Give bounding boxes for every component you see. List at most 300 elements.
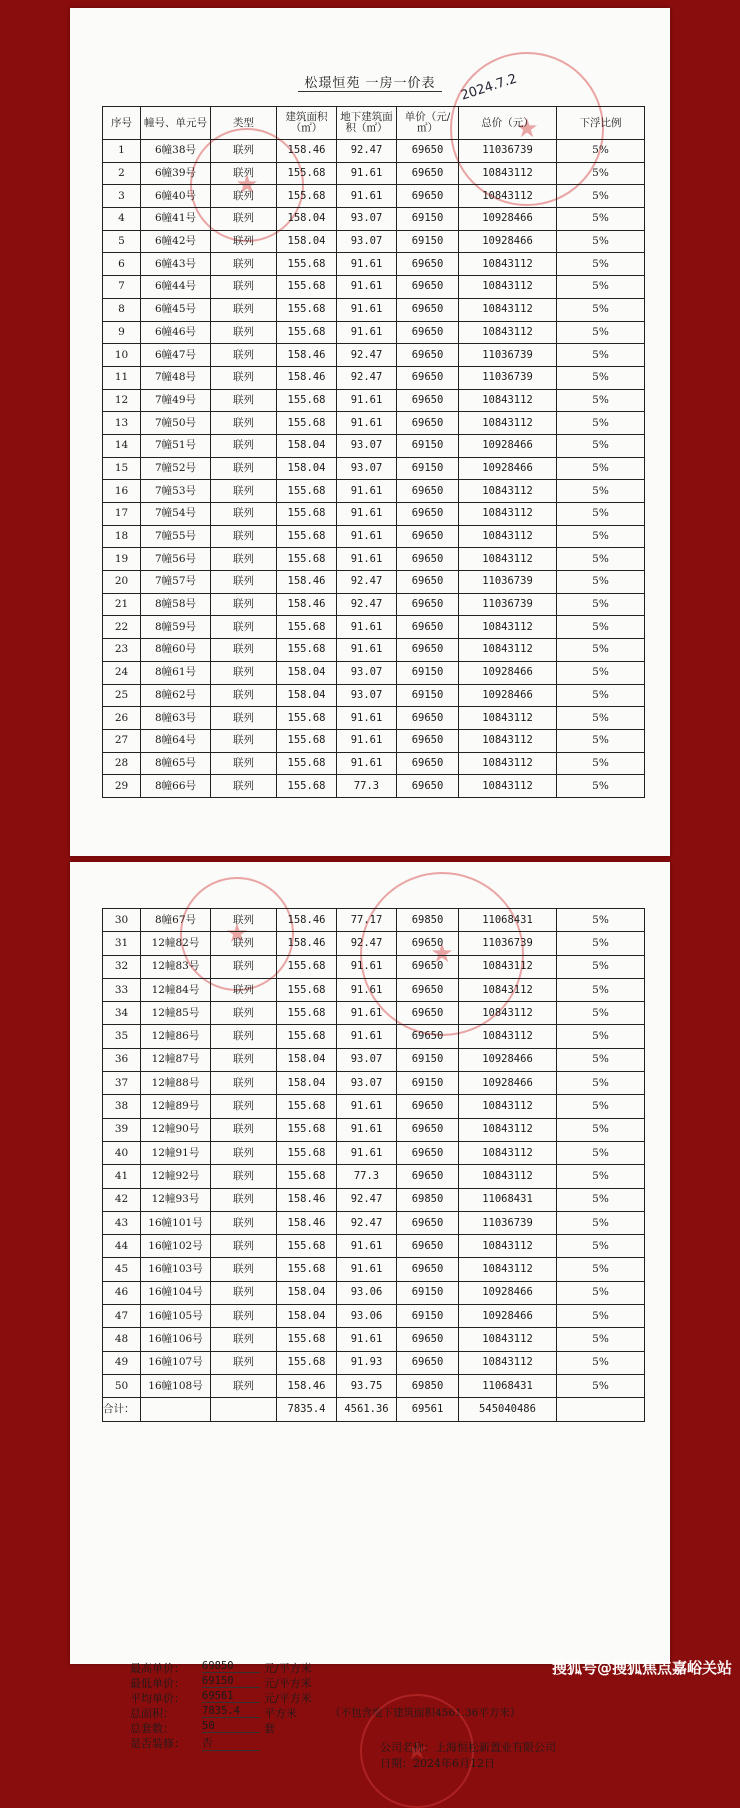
- table-cell: 92.47: [337, 571, 397, 594]
- table-cell: 12: [103, 389, 141, 412]
- table-cell: 155.68: [277, 253, 337, 276]
- table-cell: 93.06: [337, 1305, 397, 1328]
- header-cell: 序号: [103, 107, 141, 140]
- table-cell: 45: [103, 1258, 141, 1281]
- table-cell: 40: [103, 1141, 141, 1164]
- table-cell: 91.61: [337, 548, 397, 571]
- table-cell: 5%: [557, 276, 645, 299]
- table-cell: 联列: [211, 932, 277, 955]
- header-cell: 建筑面积（㎡）: [277, 107, 337, 140]
- table-cell: 49: [103, 1351, 141, 1374]
- table-cell: 91.61: [337, 978, 397, 1001]
- table-cell: 1: [103, 140, 141, 163]
- table-cell: 7幢55号: [141, 525, 211, 548]
- table-cell: 69650: [397, 1141, 459, 1164]
- summary-unit: 平方米: [264, 1707, 297, 1720]
- table-cell: 155.68: [277, 1258, 337, 1281]
- table-cell: 158.46: [277, 1211, 337, 1234]
- table-cell: 8幢61号: [141, 661, 211, 684]
- table-cell: 69650: [397, 1025, 459, 1048]
- table-cell: 6幢44号: [141, 276, 211, 299]
- table-cell: 69850: [397, 1188, 459, 1211]
- table-cell: 7幢50号: [141, 412, 211, 435]
- table-cell: 10843112: [459, 185, 557, 208]
- table-cell: 7幢48号: [141, 366, 211, 389]
- table-cell: 联列: [211, 140, 277, 163]
- table-cell: 联列: [211, 639, 277, 662]
- table-cell: 10843112: [459, 1351, 557, 1374]
- table-cell: [557, 1398, 645, 1421]
- table-cell: 8幢58号: [141, 593, 211, 616]
- table-cell: 联列: [211, 1095, 277, 1118]
- table-cell: 33: [103, 978, 141, 1001]
- table-cell: 91.61: [337, 1025, 397, 1048]
- table-cell: 5%: [557, 593, 645, 616]
- table-cell: 5%: [557, 661, 645, 684]
- table-cell: 158.46: [277, 366, 337, 389]
- table-cell: 155.68: [277, 707, 337, 730]
- table-cell: 91.61: [337, 321, 397, 344]
- table-row: [103, 1165, 645, 1188]
- table-cell: 5%: [557, 1165, 645, 1188]
- table-cell: 69650: [397, 729, 459, 752]
- table-cell: 158.04: [277, 1281, 337, 1304]
- table-cell: 69650: [397, 344, 459, 367]
- table-cell: 158.04: [277, 1072, 337, 1095]
- table-cell: 5%: [557, 253, 645, 276]
- table-cell: 2: [103, 162, 141, 185]
- table-cell: 联列: [211, 978, 277, 1001]
- table-cell: 联列: [211, 162, 277, 185]
- table-cell: 91.61: [337, 1118, 397, 1141]
- table-cell: 6幢39号: [141, 162, 211, 185]
- table-cell: 10843112: [459, 389, 557, 412]
- table-cell: 10843112: [459, 639, 557, 662]
- table-row: [103, 616, 645, 639]
- table-cell: 5%: [557, 1188, 645, 1211]
- table-cell: 69650: [397, 1351, 459, 1374]
- table-cell: 69850: [397, 909, 459, 932]
- table-cell: 12幢83号: [141, 955, 211, 978]
- table-cell: 43: [103, 1211, 141, 1234]
- table-cell: 17: [103, 503, 141, 526]
- table-cell: 联列: [211, 752, 277, 775]
- table-row: [103, 185, 645, 208]
- table-cell: 11068431: [459, 1374, 557, 1397]
- table-cell: 155.68: [277, 616, 337, 639]
- table-cell: 93.06: [337, 1281, 397, 1304]
- table-cell: 69650: [397, 1211, 459, 1234]
- table-row: [103, 752, 645, 775]
- summary-label: 总面积：: [130, 1707, 174, 1720]
- summary-unit: 元/平方米: [264, 1662, 312, 1675]
- table-cell: 联列: [211, 366, 277, 389]
- table-cell: 92.47: [337, 140, 397, 163]
- table-cell: 50: [103, 1374, 141, 1397]
- header-cell: 类型: [211, 107, 277, 140]
- table-cell: 联列: [211, 955, 277, 978]
- table-cell: 13: [103, 412, 141, 435]
- table-cell: 69650: [397, 955, 459, 978]
- table-cell: 158.04: [277, 1048, 337, 1071]
- table-cell: 5%: [557, 457, 645, 480]
- table-cell: 5%: [557, 162, 645, 185]
- table-cell: 91.61: [337, 1141, 397, 1164]
- table-cell: 联列: [211, 480, 277, 503]
- table-cell: 92.47: [337, 344, 397, 367]
- table-cell: 5%: [557, 1328, 645, 1351]
- table-cell: 7: [103, 276, 141, 299]
- table-cell: 联列: [211, 457, 277, 480]
- table-cell: 10928466: [459, 1281, 557, 1304]
- table-cell: 158.04: [277, 684, 337, 707]
- table-cell: 69650: [397, 548, 459, 571]
- table-cell: 5%: [557, 978, 645, 1001]
- table-row: [103, 457, 645, 480]
- table-cell: 77.3: [337, 1165, 397, 1188]
- table-cell: 5%: [557, 909, 645, 932]
- table-cell: 19: [103, 548, 141, 571]
- price-table-page-1: [102, 106, 645, 798]
- table-cell: 联列: [211, 321, 277, 344]
- summary-row: [130, 1675, 610, 1690]
- table-cell: 6幢47号: [141, 344, 211, 367]
- table-cell: 16幢101号: [141, 1211, 211, 1234]
- table-cell: 11036739: [459, 593, 557, 616]
- table-cell: 5%: [557, 729, 645, 752]
- table-row: [103, 1374, 645, 1397]
- table-cell: 5%: [557, 1025, 645, 1048]
- table-cell: 12幢92号: [141, 1165, 211, 1188]
- table-cell: 47: [103, 1305, 141, 1328]
- table-cell: 联列: [211, 344, 277, 367]
- table-row: [103, 593, 645, 616]
- table-cell: 69650: [397, 389, 459, 412]
- table-cell: 16幢104号: [141, 1281, 211, 1304]
- table-cell: 91.61: [337, 616, 397, 639]
- table-cell: 6幢45号: [141, 298, 211, 321]
- summary-row: [130, 1720, 610, 1735]
- table-cell: 91.61: [337, 162, 397, 185]
- table-cell: 16幢107号: [141, 1351, 211, 1374]
- table-cell: 12幢93号: [141, 1188, 211, 1211]
- table-cell: 25: [103, 684, 141, 707]
- table-cell: 联列: [211, 775, 277, 798]
- table-cell: 5%: [557, 140, 645, 163]
- table-cell: 69650: [397, 775, 459, 798]
- table-cell: 联列: [211, 1281, 277, 1304]
- table-cell: 3: [103, 185, 141, 208]
- table-cell: 155.68: [277, 1025, 337, 1048]
- summary-value: 50: [202, 1720, 260, 1733]
- table-cell: 10843112: [459, 729, 557, 752]
- table-cell: 12幢82号: [141, 932, 211, 955]
- table-cell: 69150: [397, 1072, 459, 1095]
- table-row: [103, 1328, 645, 1351]
- table-cell: 11: [103, 366, 141, 389]
- summary-label: 总套数：: [130, 1722, 174, 1735]
- table-cell: 联列: [211, 230, 277, 253]
- table-cell: 5%: [557, 344, 645, 367]
- table-cell: 31: [103, 932, 141, 955]
- table-cell: 155.68: [277, 412, 337, 435]
- table-cell: 11036739: [459, 571, 557, 594]
- table-cell: 155.68: [277, 503, 337, 526]
- table-cell: 44: [103, 1235, 141, 1258]
- table-cell: 69150: [397, 230, 459, 253]
- table-cell: 9: [103, 321, 141, 344]
- table-cell: 联列: [211, 1235, 277, 1258]
- table-cell: 7幢49号: [141, 389, 211, 412]
- table-cell: 10928466: [459, 1048, 557, 1071]
- table-cell: 10843112: [459, 1235, 557, 1258]
- table-row: [103, 571, 645, 594]
- table-cell: 5%: [557, 1258, 645, 1281]
- table-row: [103, 1188, 645, 1211]
- table-cell: 28: [103, 752, 141, 775]
- table-row: [103, 344, 645, 367]
- table-row: [103, 389, 645, 412]
- table-cell: 联列: [211, 1165, 277, 1188]
- table-cell: 8幢66号: [141, 775, 211, 798]
- table-cell: 69650: [397, 1118, 459, 1141]
- table-cell: 91.61: [337, 412, 397, 435]
- handwritten-date: 2024.7.2: [459, 71, 519, 104]
- table-cell: 155.68: [277, 185, 337, 208]
- table-cell: 联列: [211, 1048, 277, 1071]
- table-cell: 158.04: [277, 1305, 337, 1328]
- table-cell: 7幢54号: [141, 503, 211, 526]
- table-cell: 10843112: [459, 775, 557, 798]
- table-cell: 8幢60号: [141, 639, 211, 662]
- table-cell: 92.47: [337, 593, 397, 616]
- table-cell: 155.68: [277, 639, 337, 662]
- table-cell: 91.93: [337, 1351, 397, 1374]
- table-cell: 10843112: [459, 298, 557, 321]
- table-cell: 8幢67号: [141, 909, 211, 932]
- table-cell: 5%: [557, 389, 645, 412]
- table-cell: 5%: [557, 434, 645, 457]
- table-cell: 69650: [397, 978, 459, 1001]
- issue-date: 日期：2024年6月12日: [380, 1757, 495, 1770]
- table-cell: 5: [103, 230, 141, 253]
- company-name: 公司名称：上海恒松新置业有限公司: [380, 1741, 556, 1754]
- table-cell: 158.46: [277, 344, 337, 367]
- table-row: [103, 503, 645, 526]
- table-cell: 4561.36: [337, 1398, 397, 1421]
- table-cell: 93.07: [337, 434, 397, 457]
- table-cell: 12幢87号: [141, 1048, 211, 1071]
- table-row: [103, 1118, 645, 1141]
- table-cell: 8: [103, 298, 141, 321]
- table-cell: 155.68: [277, 1235, 337, 1258]
- table-cell: 158.46: [277, 593, 337, 616]
- table-cell: 39: [103, 1118, 141, 1141]
- table-cell: 91.61: [337, 729, 397, 752]
- table-cell: 158.46: [277, 140, 337, 163]
- table-cell: 69150: [397, 661, 459, 684]
- header-cell: 总价（元）: [459, 107, 557, 140]
- table-row: [103, 684, 645, 707]
- table-cell: 联列: [211, 1188, 277, 1211]
- table-cell: 93.07: [337, 1072, 397, 1095]
- table-cell: 10843112: [459, 1258, 557, 1281]
- table-cell: 11036739: [459, 140, 557, 163]
- table-cell: 155.68: [277, 276, 337, 299]
- table-cell: 37: [103, 1072, 141, 1095]
- table-row: [103, 978, 645, 1001]
- table-cell: 11068431: [459, 909, 557, 932]
- table-row: [103, 1025, 645, 1048]
- table-cell: 29: [103, 775, 141, 798]
- table-cell: 10928466: [459, 661, 557, 684]
- table-row: [103, 412, 645, 435]
- table-cell: 6幢46号: [141, 321, 211, 344]
- table-cell: 联列: [211, 548, 277, 571]
- table-row: [103, 366, 645, 389]
- table-cell: 10843112: [459, 1095, 557, 1118]
- table-row: [103, 162, 645, 185]
- table-row: [103, 909, 645, 932]
- table-cell: 155.68: [277, 775, 337, 798]
- table-cell: 5%: [557, 684, 645, 707]
- table-cell: 4: [103, 208, 141, 231]
- table-cell: 155.68: [277, 1002, 337, 1025]
- table-cell: 10928466: [459, 230, 557, 253]
- table-cell: 91.61: [337, 276, 397, 299]
- table-row: [103, 955, 645, 978]
- table-cell: 155.68: [277, 1328, 337, 1351]
- table-cell: 联列: [211, 412, 277, 435]
- table-cell: 69650: [397, 366, 459, 389]
- table-row: [103, 1351, 645, 1374]
- table-cell: 158.04: [277, 661, 337, 684]
- table-row: [103, 1141, 645, 1164]
- table-cell: 69150: [397, 1281, 459, 1304]
- table-row: [103, 1258, 645, 1281]
- table-cell: 18: [103, 525, 141, 548]
- table-cell: 158.46: [277, 1188, 337, 1211]
- summary-label: 最高单价：: [130, 1662, 185, 1675]
- table-cell: 69650: [397, 639, 459, 662]
- table-cell: 155.68: [277, 389, 337, 412]
- table-cell: 92.47: [337, 366, 397, 389]
- table-cell: 155.68: [277, 162, 337, 185]
- table-cell: 24: [103, 661, 141, 684]
- table-cell: 22: [103, 616, 141, 639]
- table-cell: 10843112: [459, 752, 557, 775]
- table-cell: 12幢86号: [141, 1025, 211, 1048]
- table-cell: 10843112: [459, 1165, 557, 1188]
- table-cell: 77.3: [337, 775, 397, 798]
- table-cell: 91.61: [337, 955, 397, 978]
- table-cell: 69650: [397, 298, 459, 321]
- table-cell: 92.47: [337, 1188, 397, 1211]
- table-cell: 5%: [557, 1351, 645, 1374]
- table-cell: 16幢102号: [141, 1235, 211, 1258]
- table-cell: 10928466: [459, 457, 557, 480]
- table-cell: 5%: [557, 707, 645, 730]
- table-cell: 69650: [397, 1095, 459, 1118]
- table-cell: 155.68: [277, 978, 337, 1001]
- table-cell: 91.61: [337, 1258, 397, 1281]
- summary-unit: 元/平方米: [264, 1677, 312, 1690]
- table-row: [103, 1002, 645, 1025]
- table-cell: 32: [103, 955, 141, 978]
- table-row: [103, 1211, 645, 1234]
- table-row: [103, 525, 645, 548]
- table-cell: 5%: [557, 412, 645, 435]
- table-cell: 93.07: [337, 661, 397, 684]
- table-row: [103, 1048, 645, 1071]
- table-cell: 8幢62号: [141, 684, 211, 707]
- table-cell: 8幢64号: [141, 729, 211, 752]
- table-cell: 5%: [557, 616, 645, 639]
- table-cell: 10843112: [459, 1141, 557, 1164]
- table-cell: 联列: [211, 298, 277, 321]
- table-cell: 联列: [211, 616, 277, 639]
- table-row: [103, 321, 645, 344]
- table-row: [103, 775, 645, 798]
- sheet-title: 松璟恒苑 一房一价表: [70, 72, 670, 91]
- table-cell: 10843112: [459, 276, 557, 299]
- table-cell: 10843112: [459, 1002, 557, 1025]
- table-cell: 5%: [557, 1235, 645, 1258]
- table-cell: 10928466: [459, 684, 557, 707]
- table-cell: 10: [103, 344, 141, 367]
- table-cell: 5%: [557, 503, 645, 526]
- table-cell: 联列: [211, 1258, 277, 1281]
- table-cell: 8幢59号: [141, 616, 211, 639]
- table-cell: 91.61: [337, 525, 397, 548]
- table-cell: 11068431: [459, 1188, 557, 1211]
- table-cell: 5%: [557, 321, 645, 344]
- table-cell: 联列: [211, 1305, 277, 1328]
- table-cell: 36: [103, 1048, 141, 1071]
- table-cell: 联列: [211, 185, 277, 208]
- table-header-row: [103, 107, 645, 140]
- table-cell: 5%: [557, 1374, 645, 1397]
- table-cell: 155.68: [277, 752, 337, 775]
- table-cell: 158.04: [277, 208, 337, 231]
- table-cell: 16: [103, 480, 141, 503]
- table-cell: 93.07: [337, 208, 397, 231]
- table-cell: 5%: [557, 208, 645, 231]
- table-cell: 联列: [211, 1328, 277, 1351]
- summary-label: 平均单价：: [130, 1692, 185, 1705]
- table-cell: 91.61: [337, 1235, 397, 1258]
- table-cell: 联列: [211, 1374, 277, 1397]
- table-cell: 93.07: [337, 684, 397, 707]
- table-row: [103, 1235, 645, 1258]
- table-cell: 联列: [211, 1141, 277, 1164]
- table-cell: 联列: [211, 909, 277, 932]
- table-cell: 12幢85号: [141, 1002, 211, 1025]
- table-row: [103, 230, 645, 253]
- table-cell: 联列: [211, 434, 277, 457]
- table-cell: 158.04: [277, 457, 337, 480]
- table-cell: 16幢108号: [141, 1374, 211, 1397]
- table-cell: 69561: [397, 1398, 459, 1421]
- table-cell: 10843112: [459, 1328, 557, 1351]
- header-cell: 地下建筑面积（㎡）: [337, 107, 397, 140]
- table-cell: 联列: [211, 389, 277, 412]
- table-cell: 155.68: [277, 1118, 337, 1141]
- table-row: [103, 548, 645, 571]
- table-cell: 69650: [397, 253, 459, 276]
- table-cell: 10928466: [459, 1072, 557, 1095]
- table-cell: 6幢40号: [141, 185, 211, 208]
